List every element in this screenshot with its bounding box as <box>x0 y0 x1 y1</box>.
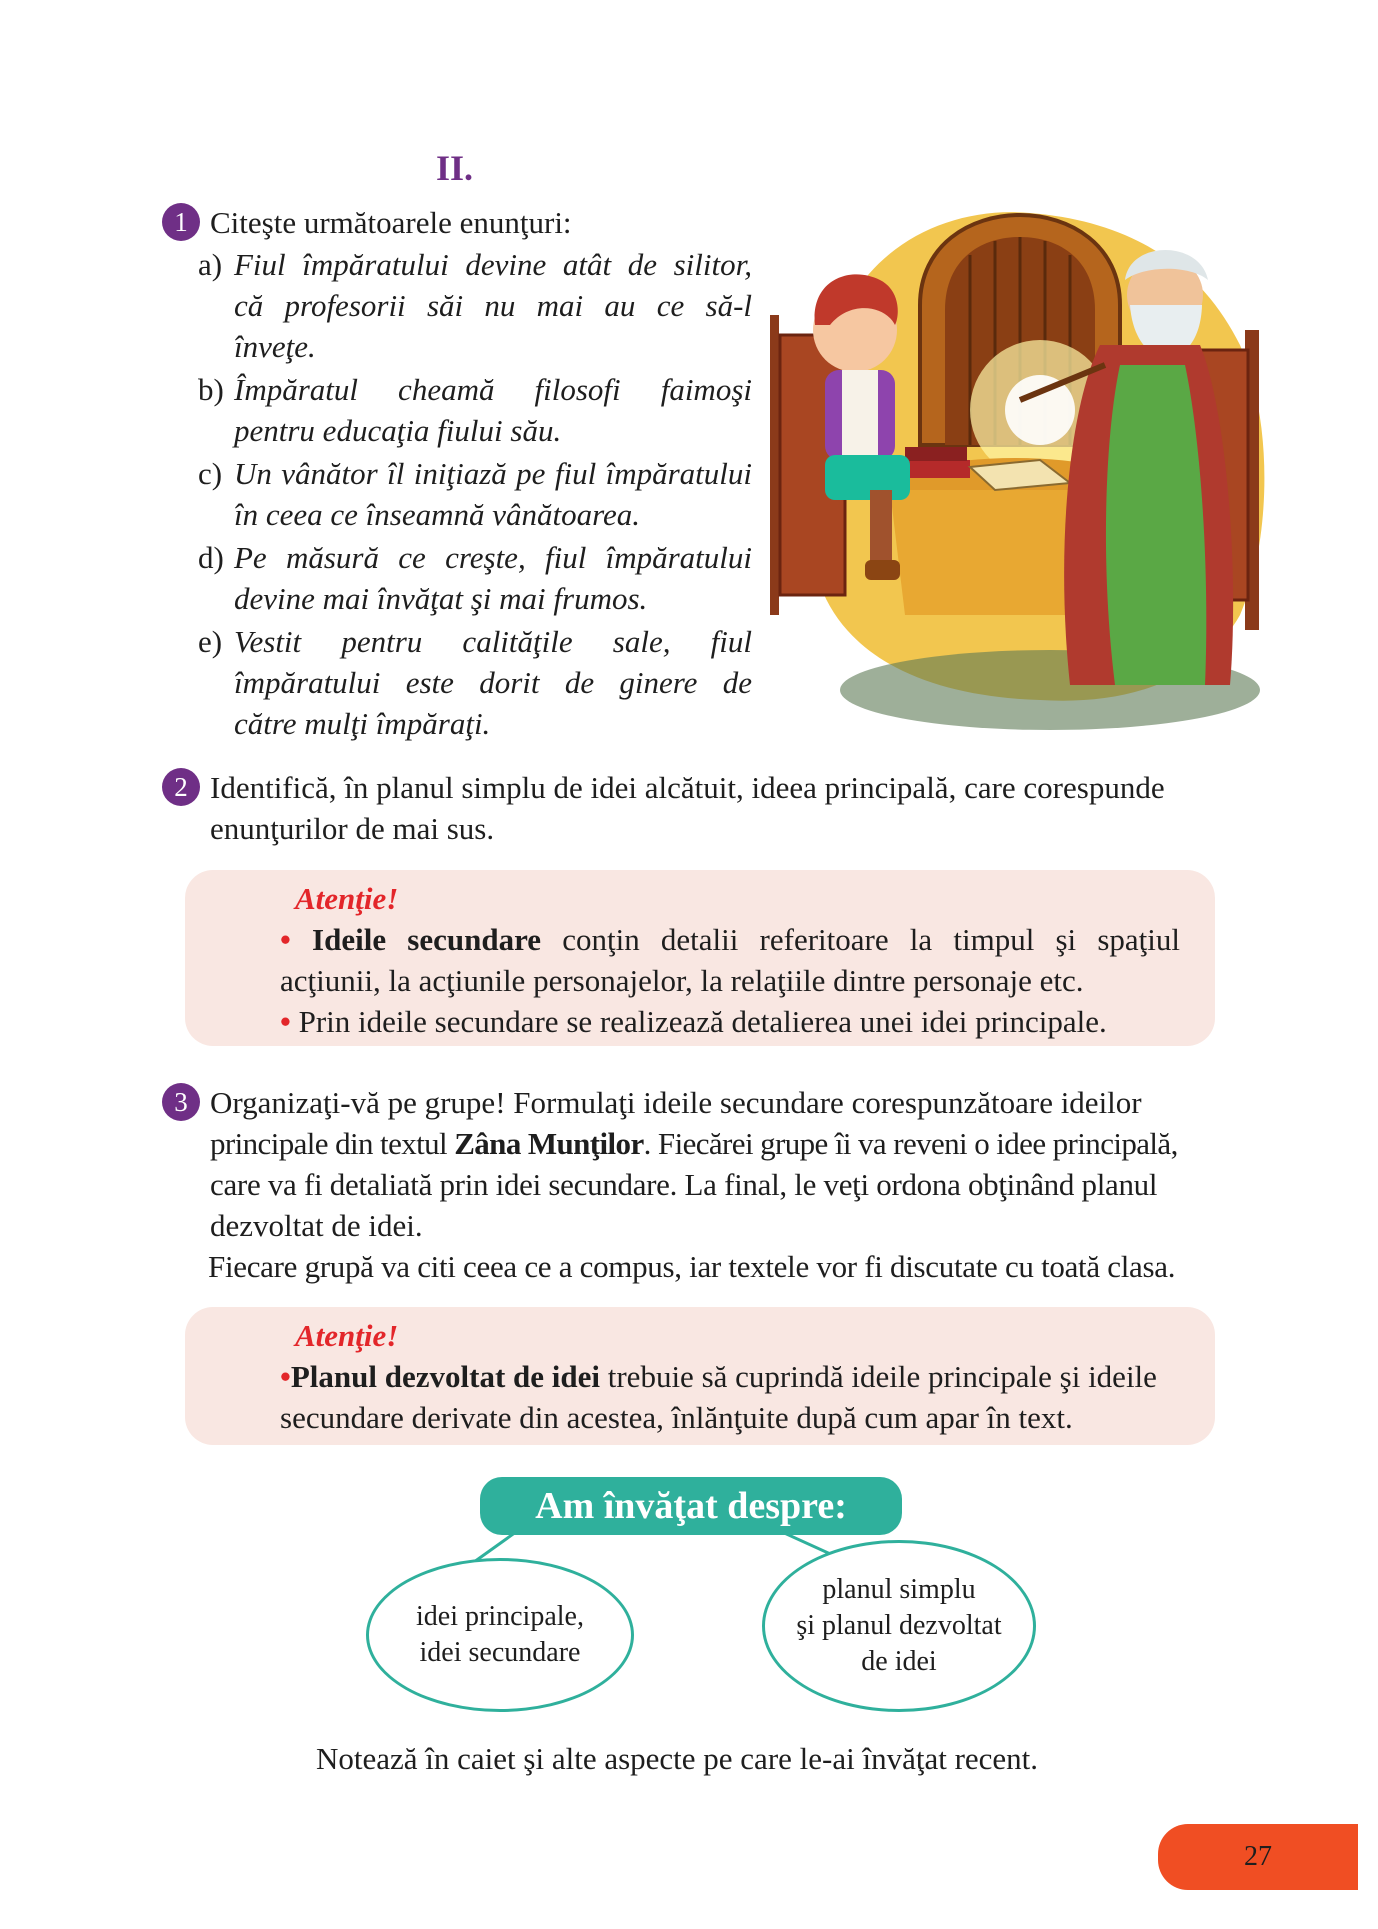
attention-callout <box>185 1307 1215 1445</box>
exercise-3-line4: dezvoltat de idei. <box>210 1208 423 1243</box>
exercise-1-list <box>198 244 754 746</box>
list-item: a) Fiul împăratului devine atât de silitor, că profesorii săi nu mai au ce să-l înveţe. <box>198 247 752 364</box>
learned-title: Am învăţat despre: <box>480 1477 902 1535</box>
exercise-2-text-line1: Identifică, în planul simplu de idei alcătuit, ideea principală, care corespunde <box>210 770 1165 805</box>
callout-bullet: •Planul dezvoltat de idei trebuie să cuprindă ideile principale şi ideile <box>280 1359 1157 1394</box>
exercise-3-line5: Fiecare grupă va citi ceea ce a compus, iar textele vor fi discutate cu toată clasa. <box>208 1249 1176 1284</box>
exercise-number: 1 <box>162 203 200 241</box>
exercise-3-line3: care va fi detaliată prin idei secundare. La final, le veţi ordona obţinând planul <box>210 1167 1158 1202</box>
exercise-3-line1: Organizaţi-vă pe grupe! Formulaţi ideile secundare corespunzătoare ideilor <box>210 1085 1142 1120</box>
exercise-number: 2 <box>162 768 200 806</box>
list-item: d) Pe măsură ce creşte, fiul împăratului devine mai învăţat şi mai frumos. <box>198 540 752 616</box>
illustration-teacher-and-prince <box>770 185 1290 755</box>
attention-title: Atenţie! <box>295 881 399 916</box>
footer-note: Notează în caiet şi alte aspecte pe care le-ai învăţat recent. <box>316 1741 1039 1776</box>
exercise-number: 3 <box>162 1083 200 1121</box>
list-item: c) Un vânător îl iniţiază pe fiul împăratului în ceea ce înseamnă vânătoarea. <box>198 456 752 532</box>
exercise-1-title: Citeşte următoarele enunţuri: <box>210 205 572 240</box>
bullet-dot: • <box>280 922 291 957</box>
callout-bullet-line2: acţiunii, la acţiunile personajelor, la relaţiile dintre personaje etc. <box>280 963 1084 998</box>
page-number: 27 <box>1158 1824 1358 1890</box>
text-title: Zâna Munţilor <box>454 1126 644 1161</box>
section-title: II. <box>436 148 474 188</box>
bullet-dot: • <box>280 1004 291 1039</box>
callout-bullet: • Ideile secundare conţin detalii referitoare la timpul şi spaţiul <box>280 922 1181 957</box>
list-item: b) Împăratul cheamă filosofi faimoşi pentru educaţia fiului său. <box>198 372 752 448</box>
learned-oval-left: idei principale, idei secundare <box>366 1558 634 1712</box>
exercise-2-text-line2: enunţurilor de mai sus. <box>210 811 495 846</box>
callout-bullet-line2: secundare derivate din acestea, înlănţuite după cum apar în text. <box>280 1400 1073 1435</box>
callout-bullet: • Prin ideile secundare se realizează detalierea unei idei principale. <box>280 1004 1107 1039</box>
attention-title: Atenţie! <box>295 1318 399 1353</box>
exercise-3-line2: principale din textul Zâna Munţilor. Fiecărei grupe îi va reveni o idee principală, <box>210 1126 1178 1161</box>
list-item: e) Vestit pentru calităţile sale, fiul împăratului este dorit de ginere de către mulţi împăraţi. <box>198 624 752 741</box>
attention-callout <box>185 870 1215 1046</box>
learned-oval-right: planul simplu şi planul dezvoltat de idei <box>762 1540 1036 1712</box>
bullet-dot: • <box>280 1359 291 1394</box>
